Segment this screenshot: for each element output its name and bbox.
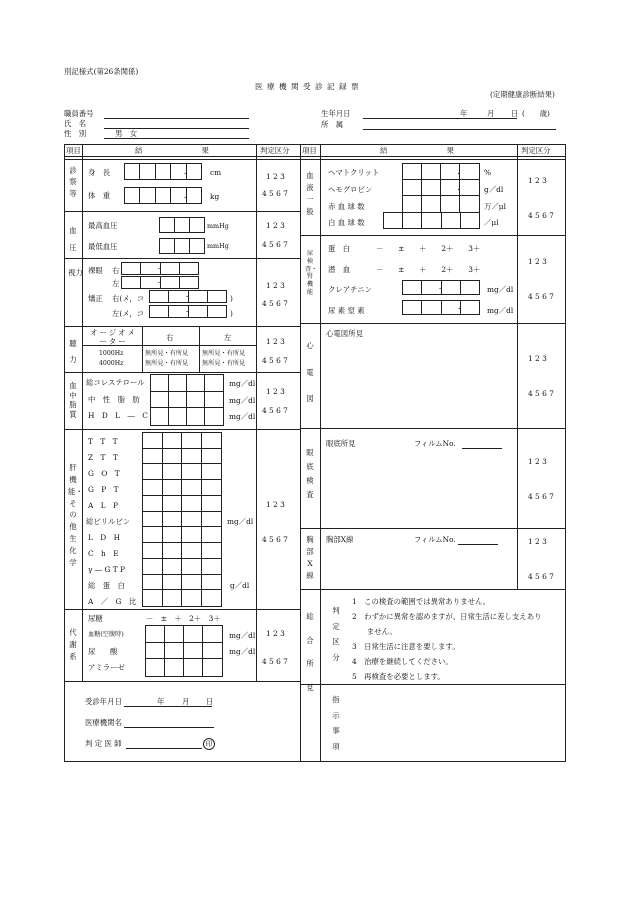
- hearing-col-line: [142, 326, 143, 372]
- weight-label: 体 重: [88, 191, 111, 200]
- right-judge-col: [517, 144, 518, 589]
- judge-ecg-2[interactable]: 4 5 6 7: [528, 389, 554, 398]
- hearing-right-header: 右: [166, 333, 174, 342]
- visit-date-field[interactable]: [124, 706, 212, 707]
- overall-line-3[interactable]: 3 日常生活に注意を要します。: [352, 642, 460, 651]
- center-divider: [300, 144, 301, 762]
- instructions-area[interactable]: [345, 688, 560, 758]
- judge-urine-2[interactable]: 4 5 6 7: [528, 292, 554, 301]
- creatinine-input[interactable]: [402, 280, 480, 295]
- overall-judge-label: 判定区分: [332, 606, 340, 662]
- corrected-left-close: ): [230, 309, 233, 318]
- seal-mark: 印: [203, 738, 215, 750]
- freq-4000: 4000Hz: [99, 360, 124, 367]
- hearing-right-1000[interactable]: 無所見・有所見: [145, 350, 189, 357]
- bp-min-unit: mmHg: [207, 242, 229, 250]
- overall-col-line: [320, 589, 321, 762]
- blood-input-grid[interactable]: [402, 163, 480, 213]
- header-judge-left: 判定区分: [260, 146, 290, 155]
- fundus-findings-label: 眼底所見: [326, 439, 356, 448]
- judge-liver-1[interactable]: 1 2 3: [266, 500, 285, 509]
- lipid-unit-2: mg／dl: [229, 412, 256, 421]
- fundus-section-label: 眼底検査: [306, 448, 314, 500]
- judge-vision-1[interactable]: 1 2 3: [266, 281, 285, 290]
- metabolic-unit-1: mg／dl: [229, 647, 256, 656]
- liver-input-grid[interactable]: [142, 432, 222, 607]
- naked-right-label: 右: [112, 266, 120, 275]
- row-divider: [300, 235, 566, 236]
- bun-unit: mg／dl: [487, 306, 514, 315]
- freq-1000: 1000Hz: [99, 350, 124, 357]
- bp-max-input[interactable]: [159, 217, 205, 233]
- metabolic-unit-0: mg／dl: [229, 631, 256, 640]
- sex-label: 性 別: [64, 129, 87, 138]
- overall-section-label: 総合所見: [306, 612, 314, 693]
- lipid-unit-0: mg／dl: [229, 379, 256, 388]
- sex-field-line: [104, 138, 249, 139]
- overall-line-2: ません。: [352, 627, 397, 636]
- xray-film-label: フィルムNo.: [414, 535, 456, 544]
- uric-acid-label: 尿 酸: [88, 647, 118, 656]
- corrected-left-label: 左(メ，コ: [112, 309, 145, 318]
- hearing-right-4000[interactable]: 無所見・有所見: [145, 360, 189, 367]
- hearing-section-label: 聴力: [69, 339, 77, 365]
- lipid-unit-1: mg／dl: [229, 396, 256, 405]
- wbc-label: 白 血 球 数: [328, 218, 365, 227]
- liver-unit-protein: g／dl: [230, 581, 250, 590]
- weight-input[interactable]: [124, 187, 202, 204]
- lipid-item-0: 総コレステロール: [86, 378, 145, 387]
- wbc-unit: ／μl: [484, 218, 499, 227]
- weight-unit: kg: [210, 192, 220, 201]
- exam-section-label: 診察等: [69, 166, 77, 198]
- liver-item-9: 総 蛋 白: [88, 581, 125, 590]
- judge-vision-2[interactable]: 4 5 6 7: [262, 299, 288, 308]
- naked-label: 裸眼: [88, 266, 103, 275]
- visit-month: 月: [182, 697, 190, 706]
- row-divider: [300, 684, 566, 685]
- liver-item-6: L D H: [88, 533, 121, 542]
- overall-line-4[interactable]: 4 治療を継続してください。: [352, 657, 453, 666]
- rbc-unit: 万／μl: [484, 202, 506, 211]
- hearing-left-4000[interactable]: 無所見・有所見: [202, 360, 246, 367]
- bun-label: 尿 素 窒 素: [328, 306, 365, 315]
- blood-section-label: 血液一般: [306, 171, 314, 216]
- liver-item-8: γ ― G T P: [88, 565, 126, 574]
- birth-year: 年: [460, 109, 468, 118]
- urine-sugar-label: 尿糖: [88, 614, 103, 623]
- judge-xray-2[interactable]: 4 5 6 7: [528, 572, 554, 581]
- row-divider: [64, 258, 300, 259]
- birth-day: 日: [511, 109, 519, 118]
- row-divider: [300, 528, 566, 529]
- doctor-label: 判 定 医 師: [85, 739, 122, 748]
- hearing-col-line: [199, 326, 200, 372]
- hb-label: ヘモグロビン: [328, 185, 373, 194]
- bp-max-label: 最高血圧: [88, 221, 118, 230]
- judge-xray-1[interactable]: 1 2 3: [528, 537, 547, 546]
- judge-hearing-2[interactable]: 4 5 6 7: [262, 356, 288, 365]
- judge-bp-1[interactable]: 1 2 3: [266, 221, 285, 230]
- judge-urine-1[interactable]: 1 2 3: [528, 257, 547, 266]
- overall-instr-label: 指示事項: [332, 695, 340, 751]
- corrected-right-input[interactable]: [149, 290, 227, 303]
- hearing-left-header: 左: [224, 333, 232, 342]
- judge-liver-2[interactable]: 4 5 6 7: [262, 535, 288, 544]
- amylase-label: アミラーゼ: [88, 663, 125, 672]
- judge-ecg-1[interactable]: 1 2 3: [528, 354, 547, 363]
- bp-min-label: 最低血圧: [88, 242, 118, 251]
- hct-label: ヘマトクリット: [328, 168, 380, 177]
- hct-unit: %: [484, 168, 492, 177]
- birth-field[interactable]: [363, 118, 517, 119]
- judge-fundus-2[interactable]: 4 5 6 7: [528, 492, 554, 501]
- birth-month: 月: [487, 109, 495, 118]
- header-judge-right: 判定区分: [521, 146, 551, 155]
- creatinine-unit: mg／dl: [487, 285, 514, 294]
- creatinine-label: クレアチニン: [328, 285, 373, 294]
- occult-scale[interactable]: － ± ＋ 2＋ 3＋: [376, 265, 481, 274]
- protein-label: 蛋 白: [328, 244, 351, 253]
- lipid-item-2: H D L ― C: [88, 411, 148, 420]
- hearing-left-1000[interactable]: 無所見・有所見: [202, 350, 246, 357]
- urine-sugar-scale[interactable]: － ± ＋ 2＋ 3＋: [146, 614, 221, 623]
- urine-section-label: 尿検査・腎機能: [305, 250, 318, 296]
- audiometer-label: オージオメーター: [90, 328, 137, 347]
- dept-label: 所 属: [321, 120, 344, 129]
- institution-label: 医療機関名: [85, 718, 122, 727]
- height-unit: cm: [210, 168, 222, 177]
- results-table: [64, 144, 566, 762]
- header-item-right: 項目: [302, 146, 317, 155]
- blood-sugar-label: 血糖(空腹時): [88, 631, 124, 638]
- height-input[interactable]: [124, 163, 202, 180]
- metabolic-input-grid[interactable]: [145, 625, 223, 677]
- xray-findings-label: 胸部X線: [326, 535, 354, 544]
- naked-left-input[interactable]: [121, 276, 199, 289]
- protein-scale[interactable]: － ± ＋ 2＋ 3＋: [376, 244, 481, 253]
- lipid-input-grid[interactable]: [150, 374, 224, 426]
- liver-item-1: Z T T: [88, 453, 118, 462]
- vision-section-label-1: 視力: [68, 268, 83, 277]
- judge-blood-2[interactable]: 4 5 6 7: [528, 211, 554, 220]
- bp-section-label: 血圧: [69, 226, 77, 253]
- left-item-col: [82, 144, 83, 681]
- institution-field[interactable]: [124, 727, 214, 728]
- naked-left-label: 左: [112, 279, 120, 288]
- row-divider: [300, 589, 566, 590]
- liver-item-3: G P T: [88, 485, 119, 494]
- row-divider: [64, 429, 300, 430]
- judge-hearing-1[interactable]: 1 2 3: [266, 337, 285, 346]
- judge-exam-1[interactable]: 1 2 3: [266, 172, 285, 181]
- liver-item-7: C h E: [88, 549, 119, 558]
- liver-unit-bili: mg／dl: [227, 517, 254, 526]
- form-subtitle: (定期健康診断結果): [490, 90, 555, 99]
- row-divider: [300, 428, 566, 429]
- occult-label: 潜 血: [328, 265, 351, 274]
- header-divider: [64, 156, 566, 160]
- height-label: 身 長: [88, 168, 111, 177]
- corrected-left-input[interactable]: [149, 305, 227, 318]
- employee-no-field[interactable]: [104, 118, 249, 119]
- judge-lipid-1[interactable]: 1 2 3: [266, 387, 285, 396]
- dept-field[interactable]: [363, 129, 556, 130]
- age-field[interactable]: ( 歳): [522, 109, 550, 118]
- doctor-field[interactable]: [126, 748, 202, 749]
- lipid-section-label: 血中脂質: [69, 381, 77, 419]
- overall-line-5[interactable]: 5 再検査を必要とします。: [352, 672, 445, 681]
- row-divider: [64, 211, 300, 212]
- wbc-input[interactable]: [383, 212, 480, 229]
- overall-line-0[interactable]: 1 この検査の範囲では異常ありません。: [352, 597, 491, 606]
- fundus-film-label: フィルムNo.: [414, 439, 456, 448]
- birth-label: 生年月日: [321, 109, 351, 118]
- judge-fundus-1[interactable]: 1 2 3: [528, 457, 547, 466]
- name-label: 氏 名: [64, 119, 87, 128]
- header-result-right: 結 果: [380, 146, 454, 155]
- liver-section-label: 肝機能・その他生化学: [68, 463, 83, 567]
- judge-metabolic-1[interactable]: 1 2 3: [266, 629, 285, 638]
- ecg-section-label: 心電図: [306, 341, 314, 404]
- overall-line-1[interactable]: 2 わずかに異常を認めますが、日常生活に差し支えあり: [352, 612, 542, 621]
- hb-unit: g／dl: [484, 185, 504, 194]
- judge-lipid-2[interactable]: 4 5 6 7: [262, 406, 288, 415]
- employee-no-label: 職員番号: [64, 109, 94, 118]
- header-item-left: 項目: [66, 146, 81, 155]
- liver-item-4: A L P: [88, 501, 118, 510]
- judge-bp-2[interactable]: 4 5 6 7: [262, 240, 288, 249]
- judge-blood-1[interactable]: 1 2 3: [528, 176, 547, 185]
- hearing-header-line: [82, 345, 256, 346]
- xray-film-field[interactable]: [458, 544, 498, 545]
- liver-item-5: 総ビリルビン: [86, 517, 131, 526]
- form-reference: 別記様式(第26条関係): [64, 67, 139, 76]
- visit-day: 日: [206, 697, 214, 706]
- visit-year: 年: [157, 697, 165, 706]
- bp-min-input[interactable]: [159, 238, 205, 254]
- liver-item-10: A ／ G 比: [88, 597, 137, 606]
- row-divider: [64, 609, 300, 610]
- metabolic-section-label: 代謝系: [69, 628, 77, 661]
- corrected-label: 矯正: [88, 294, 103, 303]
- rbc-label: 赤 血 球 数: [328, 202, 365, 211]
- row-divider: [64, 681, 300, 682]
- ecg-findings-label: 心電図所見: [326, 329, 363, 338]
- lipid-item-1: 中 性 脂 肪: [88, 395, 140, 404]
- naked-right-input[interactable]: [121, 262, 199, 275]
- header-result-left: 結 果: [135, 146, 209, 155]
- corrected-right-label: 右(メ，コ: [112, 294, 145, 303]
- visit-date-label: 受診年月日: [85, 697, 122, 706]
- corrected-right-close: ): [230, 294, 233, 303]
- left-judge-col: [256, 144, 257, 681]
- judge-metabolic-2[interactable]: 4 5 6 7: [262, 657, 288, 666]
- sex-value[interactable]: 男 女: [115, 129, 138, 138]
- row-divider: [64, 372, 300, 373]
- ecg-findings-area[interactable]: [323, 340, 513, 424]
- bp-max-unit: mmHg: [207, 222, 229, 230]
- fundus-film-field[interactable]: [462, 448, 502, 449]
- judge-exam-2[interactable]: 4 5 6 7: [262, 189, 288, 198]
- liver-item-0: T T T: [88, 437, 118, 446]
- bun-input[interactable]: [402, 300, 480, 315]
- liver-item-2: G O T: [88, 469, 120, 478]
- form-title: 医 療 機 関 受 診 記 録 票: [255, 82, 360, 91]
- xray-section-label: 胸部X線: [306, 535, 314, 580]
- row-divider: [64, 326, 300, 327]
- row-divider: [300, 323, 566, 324]
